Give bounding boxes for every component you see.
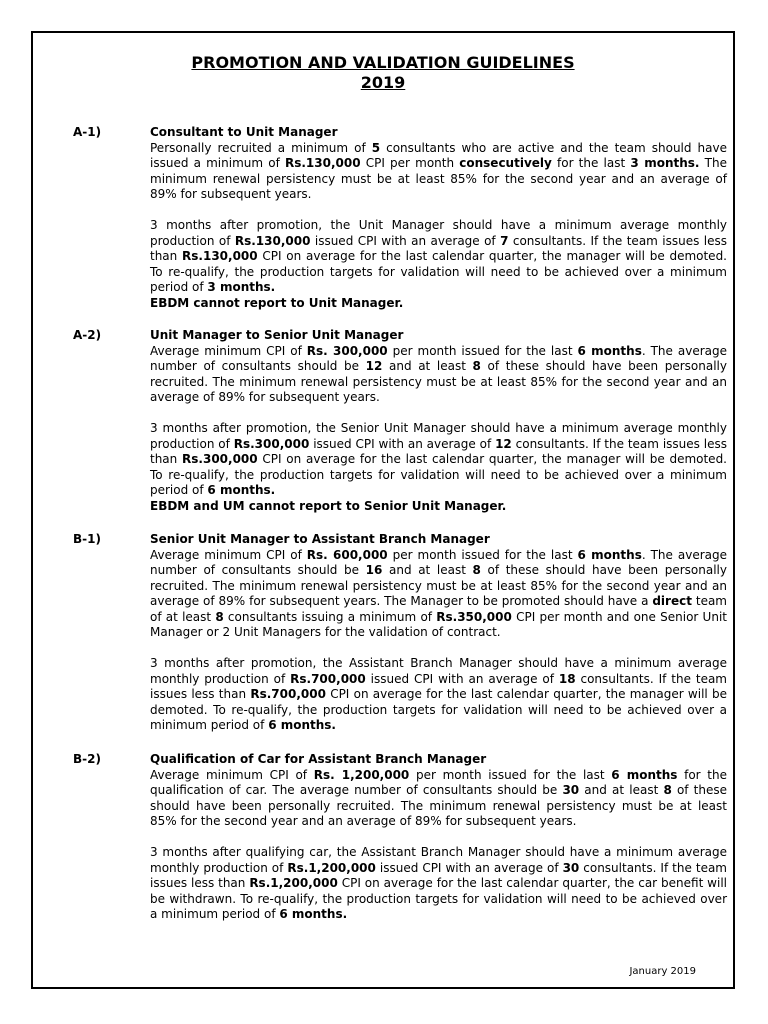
bold-run: 12 <box>495 436 512 451</box>
bold-run: Rs.700,000 <box>250 687 326 701</box>
section-heading: Senior Unit Manager to Assistant Branch Manager <box>150 532 490 546</box>
section-code: A-1) <box>73 125 102 139</box>
section-body <box>150 752 727 923</box>
section-b1 <box>73 532 729 734</box>
bold-run: direct <box>652 594 692 608</box>
section-heading: Qualification of Car for Assistant Branch Manager <box>150 752 487 766</box>
bold-run: Rs.350,000 <box>436 609 512 624</box>
bold-run: Rs.300,000 <box>233 436 310 451</box>
section-paragraph-1: Average minimum CPI of Rs. 1,200,000 per month issued for the last 6 months for the qualification of car. The average number of consultants should be 30 and at least 8 of these should have been personally recruited. The minimum renewal persistency must be at least 85% for the second year and an average of 89% for subsequent years. <box>150 767 728 828</box>
page-border <box>31 31 735 989</box>
bold-run: 8 <box>472 359 481 373</box>
bold-run: consecutively <box>459 156 552 170</box>
bold-run: 16 <box>365 563 383 577</box>
title-line-1: PROMOTION AND VALIDATION GUIDELINES <box>191 53 575 72</box>
section-heading: Unit Manager to Senior Unit Manager <box>150 328 404 342</box>
bold-run: Rs.130,000 <box>284 156 361 170</box>
bold-run: 6 months. <box>207 483 276 497</box>
section-paragraph-2: 3 months after promotion, the Senior Unit Manager should have a minimum average monthly production of Rs.300,000 issued CPI with an average of 12 consultants. If the team issues less than Rs.300,000 CPI on average for the last calendar quarter, the manager will be demoted. To re-qualify, the production targets for validation will need to be achieved over a minimum period of 6 months. <box>150 421 727 497</box>
section-paragraph-2: 3 months after qualifying car, the Assistant Branch Manager should have a minimum average monthly production of Rs.1,200,000 issued CPI with an average of 30 consultants. If the team issues less than Rs.1,200,000 CPI on average for the last calendar quarter, the car benefit will be withdrawn. To re-qualify, the production targets for validation will need to be achieved over a minimum period of 6 months. <box>150 845 727 921</box>
bold-run: 6 months. <box>279 907 348 921</box>
bold-run: 18 <box>558 671 576 686</box>
bold-run: Rs. 600,000 <box>306 547 388 562</box>
bold-run: 5 <box>371 140 381 155</box>
bold-run: Rs.130,000 <box>182 249 258 263</box>
bold-run: 12 <box>365 359 383 373</box>
section-heading: Consultant to Unit Manager <box>150 125 338 139</box>
bold-run: Rs.700,000 <box>290 671 366 686</box>
bold-run: Rs.1,200,000 <box>249 876 338 890</box>
bold-run: Rs. 1,200,000 <box>313 767 410 782</box>
title-line-2: 2019 <box>360 73 406 92</box>
section-body <box>150 328 727 514</box>
section-paragraph-1: Personally recruited a minimum of 5 consultants who are active and the team should have issued a minimum of Rs.130,000 CPI per month consecutively for the last 3 months. The minimum renewal persistency must be at least 85% for the second year and an average of 89% for subsequent years. <box>150 140 727 201</box>
bold-run: 8 <box>663 783 672 797</box>
bold-run: 3 months. <box>630 156 700 170</box>
section-paragraph-2: 3 months after promotion, the Assistant Branch Manager should have a minimum average monthly production of Rs.700,000 issued CPI with an average of 18 consultants. If the team issues less than Rs.700,000 CPI on average for the last calendar quarter, the manager will be demoted. To re-qualify, the production targets for validation will need to be achieved over a minimum period of 6 months. <box>150 656 727 732</box>
section-code: B-1) <box>73 532 101 546</box>
section-code: B-2) <box>73 752 101 766</box>
section-a1 <box>73 125 729 311</box>
bold-run: 30 <box>562 860 580 875</box>
section-paragraph-1: Average minimum CPI of Rs. 600,000 per month issued for the last 6 months. The average number of consultants should be 16 and at least 8 of these should have been personally recruited. The minimum renewal persistency must be at least 85% for the second year and an average of 89% for subsequent years. The Manager to be promoted should have a direct team of at least 8 consultants issuing a minimum of Rs.350,000 CPI per month and one Senior Unit Manager or 2 Unit Managers for the validation of contract. <box>150 547 727 639</box>
section-paragraph-1: Average minimum CPI of Rs. 300,000 per month issued for the last 6 months. The average number of consultants should be 12 and at least 8 of these should have been personally recruited. The minimum renewal persistency must be at least 85% for the second year and an average of 89% for subsequent years. <box>150 343 727 404</box>
bold-run: 8 <box>472 563 481 577</box>
bold-run: 6 months <box>577 343 642 358</box>
section-code: A-2) <box>73 328 102 342</box>
section-a2 <box>73 328 729 514</box>
section-b2 <box>73 752 729 923</box>
bold-run: 6 months <box>577 547 642 562</box>
section-paragraph-2: 3 months after promotion, the Unit Manager should have a minimum average monthly production of Rs.130,000 issued CPI with an average of 7 consultants. If the team issues less than Rs.130,000 CPI on average for the last calendar quarter, the manager will be demoted. To re-qualify, the production targets for validation will need to be achieved over a minimum period of 3 months. <box>150 218 727 294</box>
section-body <box>150 125 727 311</box>
document-title <box>33 53 733 93</box>
section-note: EBDM and UM cannot report to Senior Unit Manager. <box>150 498 507 513</box>
bold-run: 3 months. <box>207 280 276 294</box>
bold-run: 7 <box>500 233 509 248</box>
bold-run: Rs.300,000 <box>182 452 258 466</box>
section-body <box>150 532 727 734</box>
bold-run: 30 <box>562 783 580 797</box>
bold-run: Rs.1,200,000 <box>287 860 376 875</box>
bold-run: Rs.130,000 <box>234 233 311 248</box>
footer-date: January 2019 <box>629 966 696 977</box>
bold-run: 6 months. <box>268 718 336 732</box>
bold-run: 6 months <box>611 767 678 782</box>
bold-run: Rs. 300,000 <box>306 343 388 358</box>
bold-run: 8 <box>215 609 224 624</box>
section-note: EBDM cannot report to Unit Manager. <box>150 295 404 310</box>
